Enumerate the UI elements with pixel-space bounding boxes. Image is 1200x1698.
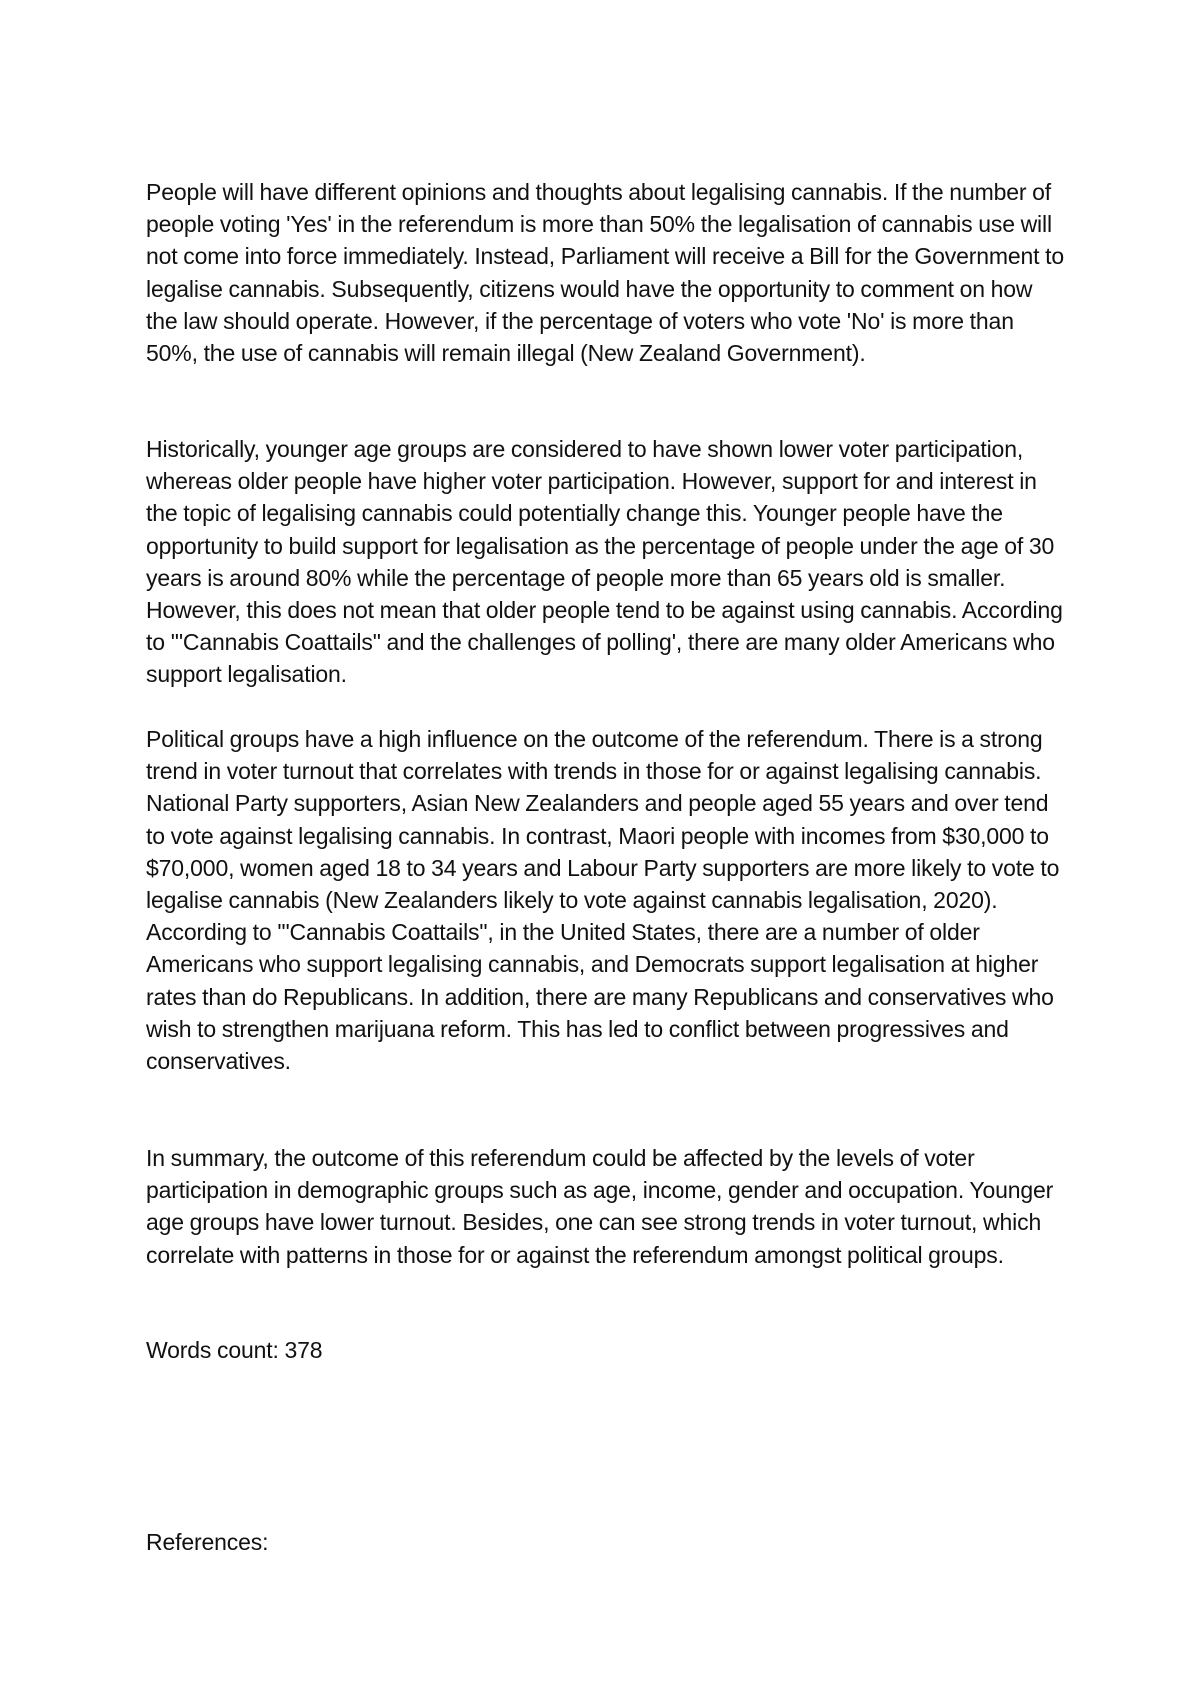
paragraph-political-groups: Political groups have a high influence on the outcome of the referendum. There is a strong trend in voter turnout that correlates with trends in those for or against legalising cannabis. National Party supporters, Asian New Zealanders and people aged 55 years and over tend to vote against legalising cannabis. In contrast, Maori people with incomes from $30,000 to $70,000, women aged 18 to 34 years and Labour Party supporters are more likely to vote to legalise cannabis (New Zealanders likely to vote against cannabis legalisation, 2020). According to '"Cannabis Coattails", in the United States, there are a number of older Americans who support legalising cannabis, and Democrats support legalisation at higher rates than do Republicans. In addition, there are many Republicans and conservatives who wish to strengthen marijuana reform. This has led to conflict between progressives and conservatives. — [146, 726, 1060, 1075]
paragraph-summary: In summary, the outcome of this referendum could be affected by the levels of voter participation in demographic groups such as age, income, gender and occupation. Younger age groups have lower turnout. Besides, one can see strong trends in voter turnout, which correlate with patterns in those for or against the referendum amongst political groups. — [146, 1145, 1054, 1268]
references-heading: References: — [146, 1529, 269, 1555]
paragraph-referendum-outcome: People will have different opinions and thoughts about legalising cannabis. If the number of people voting 'Yes' in the referendum is more than 50% the legalisation of cannabis use will not come into force immediately. Instead, Parliament will receive a Bill for the Government to legalise cannabis. Subsequently, citizens would have the opportunity to comment on how the law should operate. However, if the percentage of voters who vote 'No' is more than 50%, the use of cannabis will remain illegal (New Zealand Government). — [146, 179, 1065, 367]
paragraph-age-groups: Historically, younger age groups are considered to have shown lower voter participation, whereas older people have higher voter participation. However, support for and interest in the topic of legalising cannabis could potentially change this. Younger people have the opportunity to build support for legalisation as the percentage of people under the age of 30 years is around 80% while the percentage of people more than 65 years old is smaller. However, this does not mean that older people tend to be against using cannabis. According to '"Cannabis Coattails" and the challenges of polling', there are many older Americans who support legalisation. — [146, 436, 1063, 688]
word-count: Words count: 378 — [146, 1337, 323, 1363]
